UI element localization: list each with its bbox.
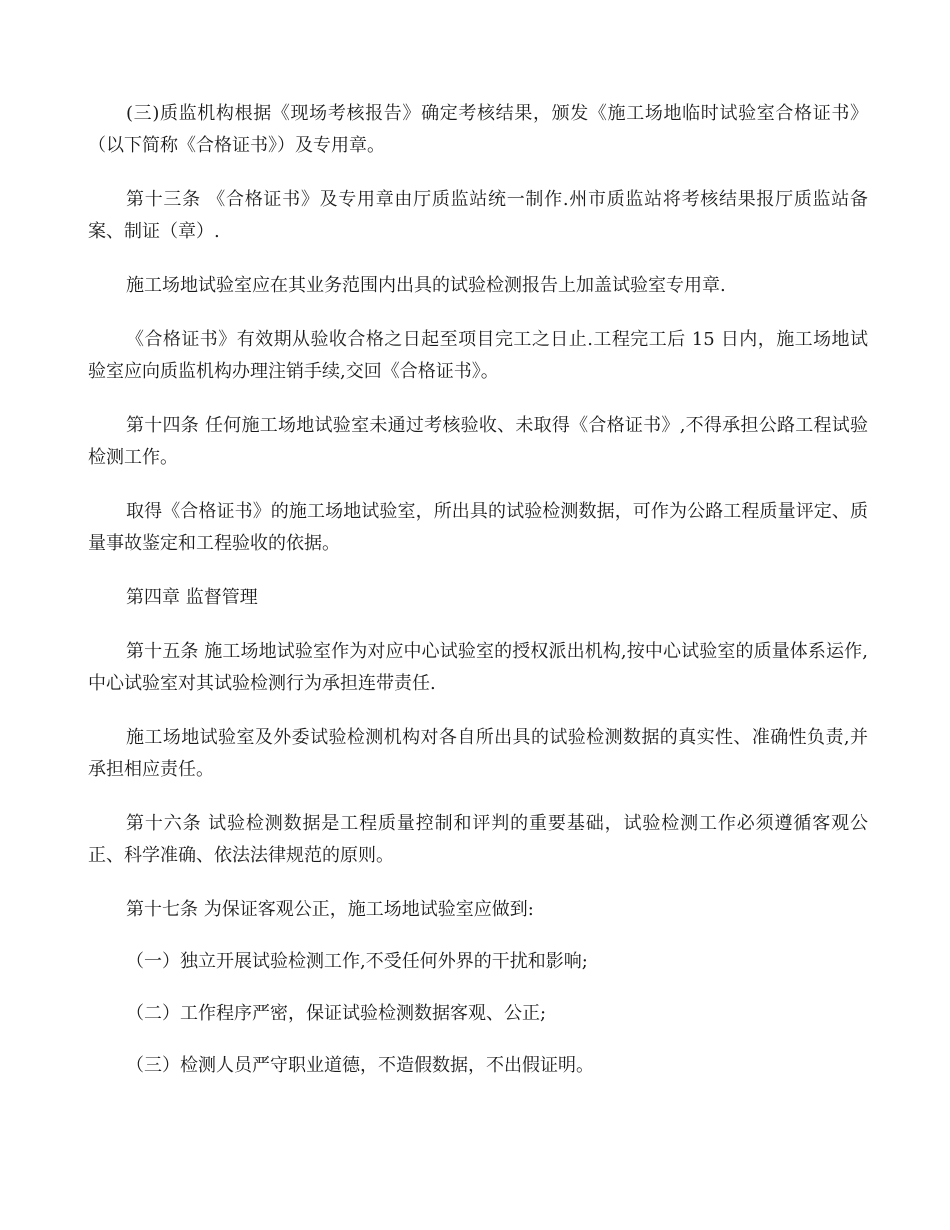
paragraph-9: 施工场地试验室及外委试验检测机构对各自所出具的试验检测数据的真实性、准确性负责,并承担相应责任。 bbox=[88, 727, 868, 780]
paragraph-1: (三)质监机构根据《现场考核报告》确定考核结果，颁发《施工场地临时试验室合格证书》（以下简称《合格证书》）及专用章。 bbox=[88, 103, 868, 156]
chapter-heading: 第四章 监督管理 bbox=[126, 587, 258, 608]
paragraph-2: 第十三条 《合格证书》及专用章由厅质监站统一制作.州市质监站将考核结果报厅质监站备案、制证（章）. bbox=[88, 189, 868, 242]
paragraph-6: 取得《合格证书》的施工场地试验室，所出具的试验检测数据，可作为公路工程质量评定、质量事故鉴定和工程验收的依据。 bbox=[88, 501, 868, 554]
paragraph-4: 《合格证书》有效期从验收合格之日起至项目完工之日止.工程完工后 15 日内，施工场地试验室应向质监机构办理注销手续,交回《合格证书》。 bbox=[88, 329, 868, 382]
list-item-3: （三）检测人员严守职业道德，不造假数据，不出假证明。 bbox=[126, 1055, 594, 1076]
paragraph-5: 第十四条 任何施工场地试验室未通过考核验收、未取得《合格证书》,不得承担公路工程试验检测工作。 bbox=[88, 415, 868, 468]
paragraph-8: 第十五条 施工场地试验室作为对应中心试验室的授权派出机构,按中心试验室的质量体系运作,中心试验室对其试验检测行为承担连带责任. bbox=[88, 641, 868, 694]
list-item-1: （一）独立开展试验检测工作,不受任何外界的干扰和影响; bbox=[126, 951, 588, 972]
document-body bbox=[88, 98, 868, 1102]
paragraph-3: 施工场地试验室应在其业务范围内出具的试验检测报告上加盖试验室专用章. bbox=[126, 275, 726, 296]
list-item-2: （二）工作程序严密，保证试验检测数据客观、公正; bbox=[126, 1003, 547, 1024]
paragraph-10: 第十六条 试验检测数据是工程质量控制和评判的重要基础，试验检测工作必须遵循客观公正、科学准确、依法法律规范的原则。 bbox=[88, 813, 868, 866]
paragraph-11: 第十七条 为保证客观公正，施工场地试验室应做到: bbox=[126, 899, 534, 920]
